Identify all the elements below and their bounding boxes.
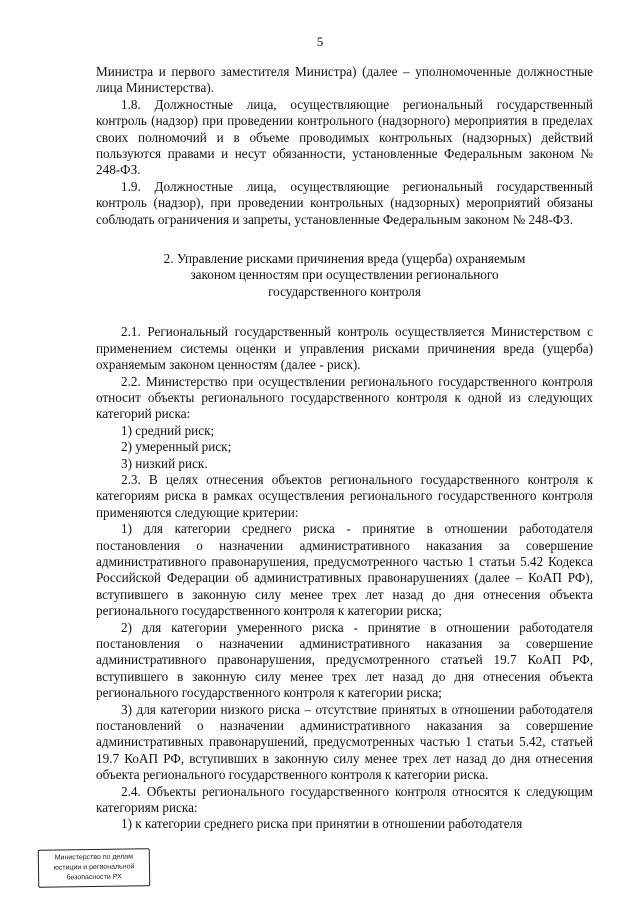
stamp-line: Министерство по делам: [54, 853, 134, 862]
section-heading: [96, 251, 593, 300]
paragraph: 1.8. Должностные лица, осуществляющие региональный государственный контроль (надзор) при проведении контрольного (надзорного) мероприятия в пределах своих полномочий и в объеме проводимых контрольных (надзорных) действий пользуются правами и несут обязанности, установленные Федеральным законом № 248-ФЗ.: [96, 96, 593, 178]
top-paragraphs: [96, 64, 593, 228]
list-item: 2) умеренный риск;: [121, 439, 232, 455]
paragraph: 2.4. Объекты регионального государственного контроля относятся к следующим категориям риска:: [96, 783, 593, 816]
paragraph: 1) для категории среднего риска - принятие в отношении работодателя постановления о назначении административного наказания за совершение административного правонарушения, предусмотренного частью 1 статьи 5.42 Кодекса Российской Федерации об административных правонарушениях (далее – КоАП РФ), вступившего в законную силу менее трех лет назад до дня отнесения объекта регионального государственного контроля к категории риска;: [96, 521, 593, 619]
paragraph: 3) для категории низкого риска – отсутствие принятых в отношении работодателя постановлений о назначении административного наказания за совершение административных правонарушений, предусмотренных частью 1 статьи 5.42, статьей 19.7 КоАП РФ, вступивших в законную силу менее трех лет назад до дня отнесения объекта регионального государственного контроля к категории риска.: [96, 701, 593, 783]
paragraph: 2.2. Министерство при осуществлении регионального государственного контроля относит объекты регионального государственного контроля к одной из следующих категорий риска:: [96, 373, 593, 422]
document-body: [96, 64, 593, 833]
section-heading-line: государственного контроля: [268, 283, 421, 299]
main-paragraphs: [96, 324, 593, 833]
section-heading-line: 2. Управление рисками причинения вреда (ущерба) охраняемым: [163, 251, 526, 267]
registration-stamp: [38, 848, 151, 888]
paragraph: 2.3. В целях отнесения объектов регионального государственного контроля к категориям риска в рамках осуществления регионального государственного контроля применяются следующие критерии:: [96, 471, 593, 520]
paragraph: Министра и первого заместителя Министра) (далее – уполномоченные должностные лица Министерства).: [96, 64, 593, 96]
list-item: 3) низкий риск.: [121, 455, 208, 471]
list-item: 1) средний риск;: [121, 422, 215, 438]
stamp-line: безопасности РХ: [66, 873, 122, 882]
paragraph: 2) для категории умеренного риска - принятие в отношении работодателя постановления о назначении административного наказания за совершение административного правонарушения, предусмотренного статьей 19.7 КоАП РФ, вступившего в законную силу менее трех лет назад до дня отнесения объекта регионального государственного контроля к категории риска;: [96, 619, 593, 701]
paragraph: 1.9. Должностные лица, осуществляющие региональный государственный контроль (надзор), при проведении контрольных (надзорных) мероприятий обязаны соблюдать ограничения и запреты, установленные Федеральным законом № 248-ФЗ.: [96, 178, 593, 227]
section-heading-line: законом ценностям при осуществлении регионального: [190, 267, 499, 283]
stamp-line: юстиции и региональной: [53, 863, 135, 872]
paragraph: 2.1. Региональный государственный контроль осуществляется Министерством с применением системы оценки и управления рисками причинения вреда (ущерба) охраняемым законом ценностям (далее - риск).: [96, 324, 593, 373]
page-number: 5: [316, 34, 324, 49]
paragraph: 1) к категории среднего риска при принятии в отношении работодателя: [121, 816, 523, 832]
